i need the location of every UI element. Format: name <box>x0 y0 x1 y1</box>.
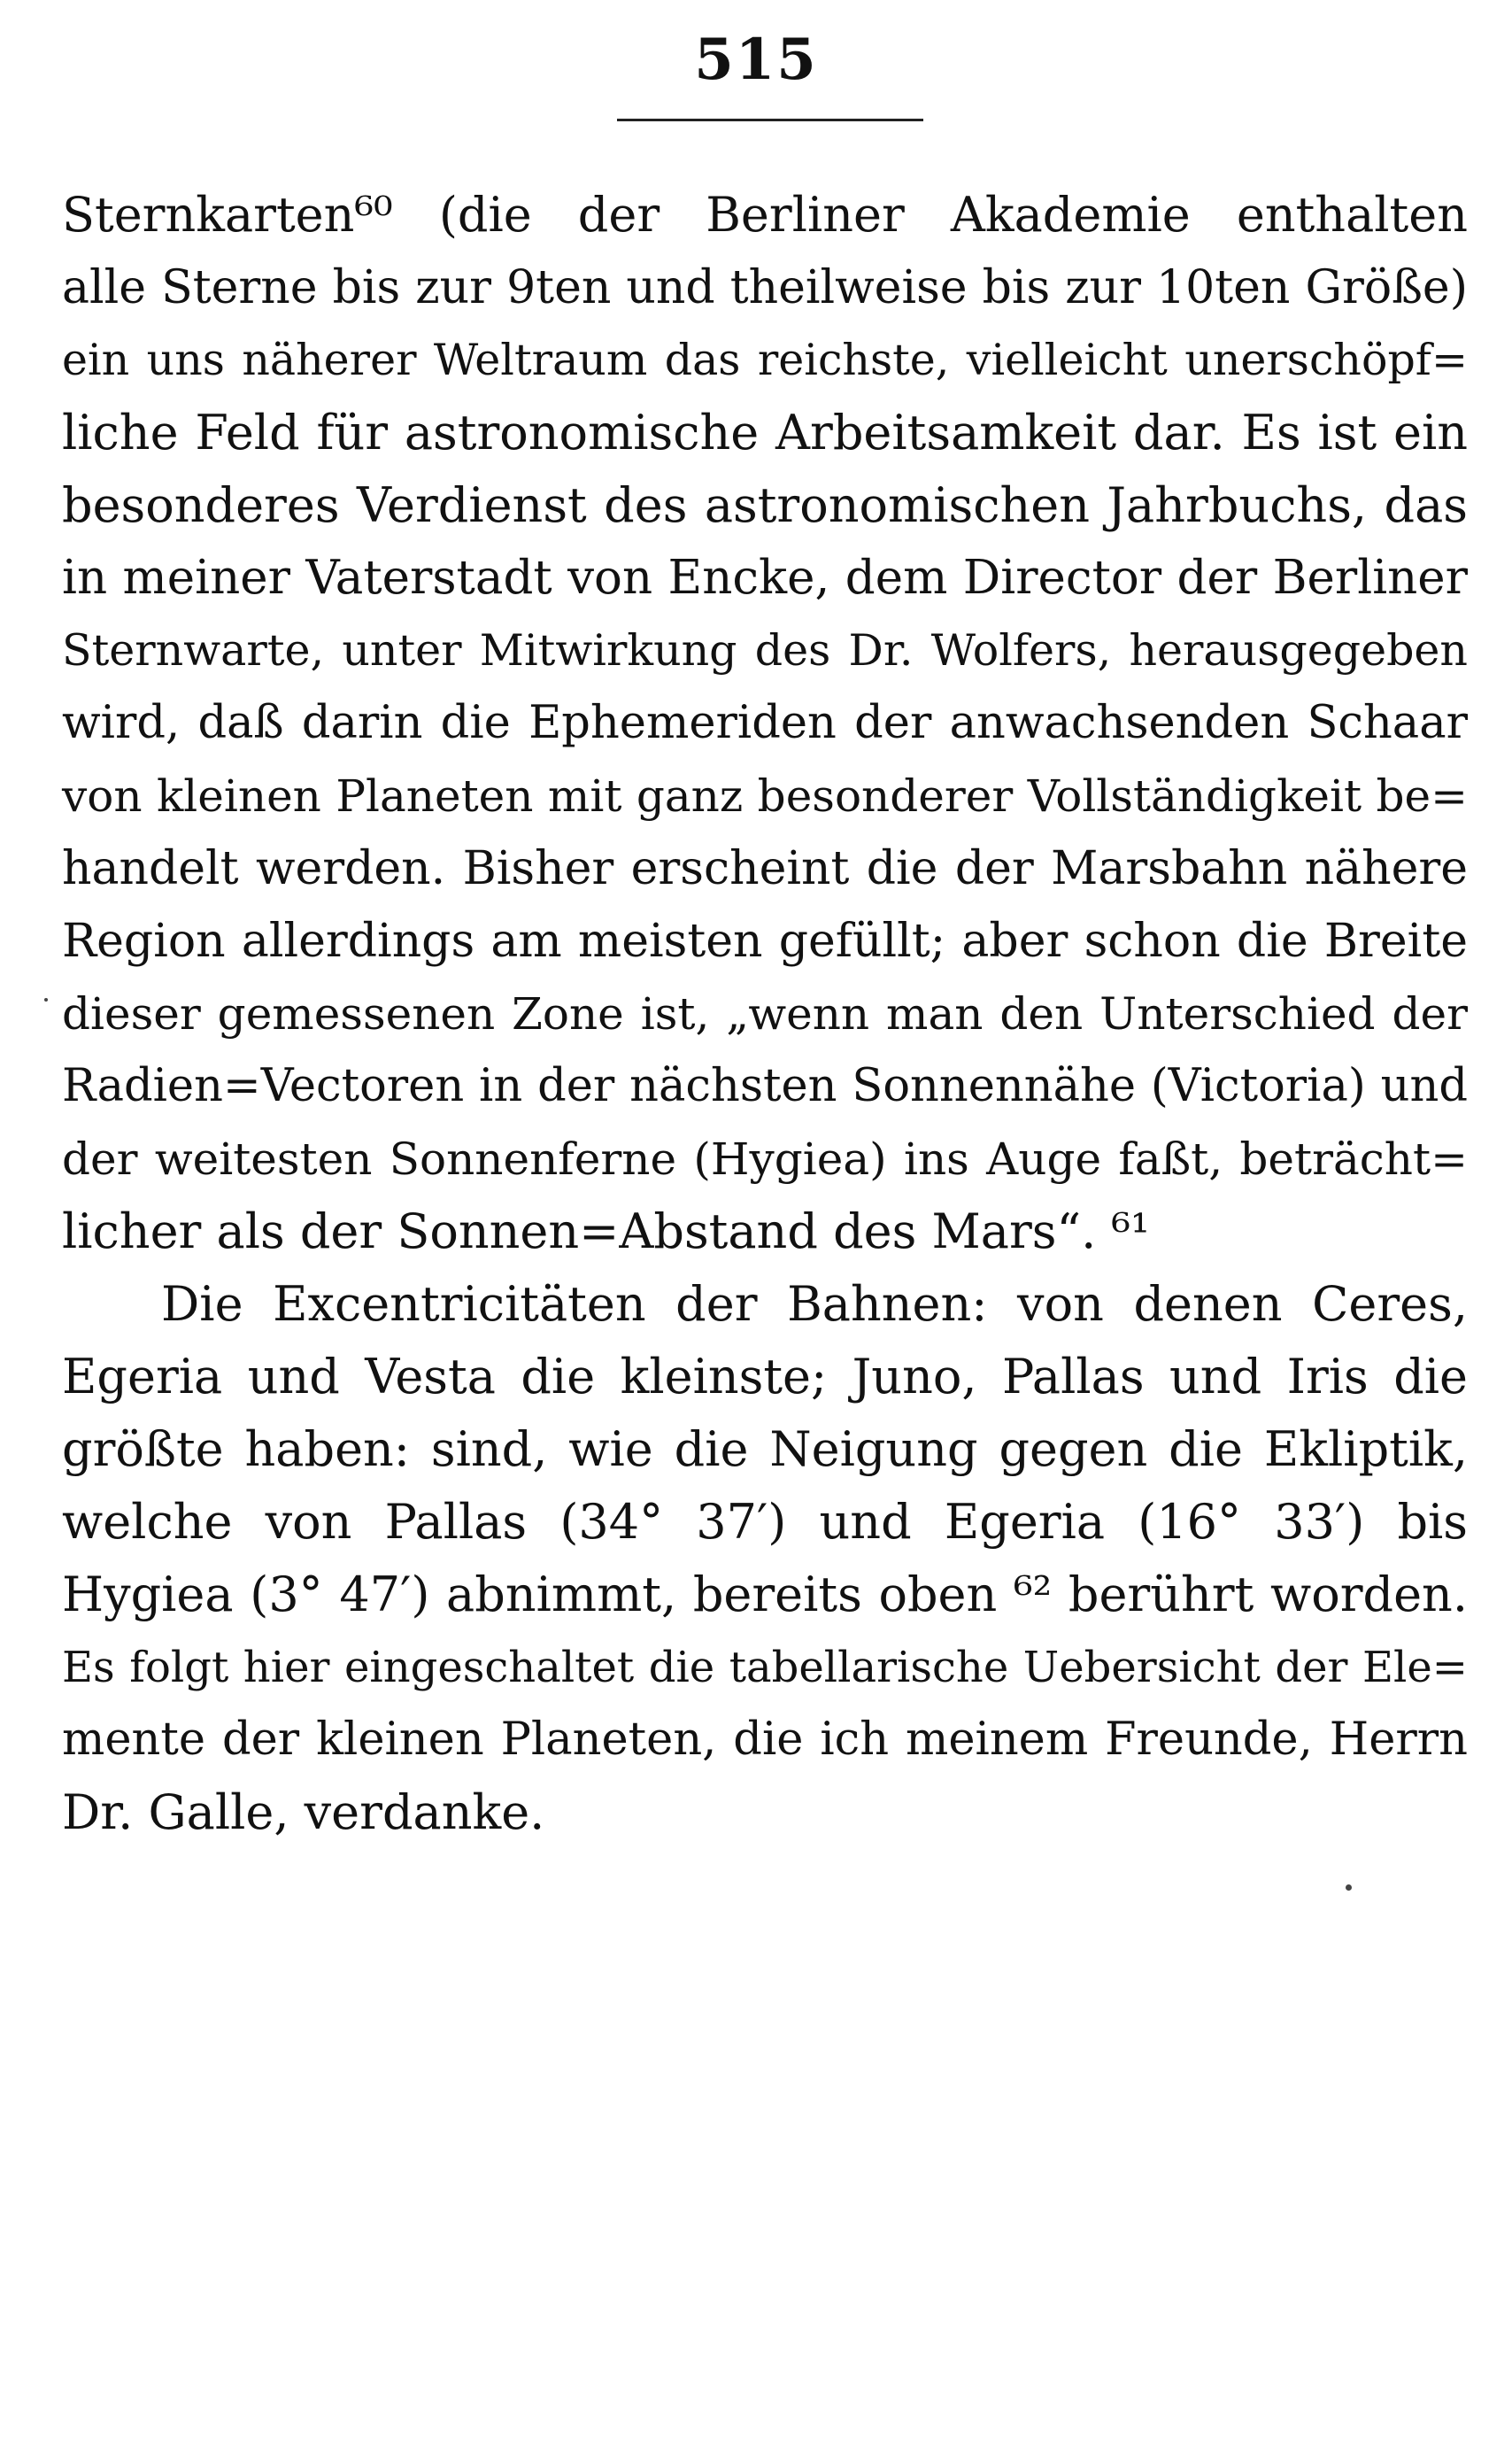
text-line: Egeria und Vesta die kleinste; Juno, Pallas und Iris die <box>62 1349 1468 1404</box>
text-line: mente der kleinen Planeten, die ich meinem Freunde, Herrn <box>62 1714 1468 1766</box>
text-line: Sternkarten⁶⁰ (die der Berliner Akademie enthalten <box>62 187 1468 243</box>
ink-speck <box>44 998 48 1002</box>
text-line: größte haben: sind, wie die Neigung gegen die Ekliptik, <box>62 1421 1468 1477</box>
text-line: besonderes Verdienst des astronomischen Jahrbuchs, das <box>62 477 1468 533</box>
header-rule <box>617 119 923 121</box>
text-line: Region allerdings am meisten gefüllt; aber schon die Breite <box>62 915 1468 968</box>
text-line: Sternwarte, unter Mitwirkung des Dr. Wolfers, herausgegeben <box>62 625 1468 676</box>
text-line: ein uns näherer Weltraum das reichste, vielleicht unerschöpf= <box>62 335 1468 385</box>
text-line: licher als der Sonnen=Abstand des Mars“. ⁶¹ <box>62 1203 1150 1259</box>
text-line: von kleinen Planeten mit ganz besonderer Vollständigkeit be= <box>62 770 1468 822</box>
page-number: 515 <box>694 27 818 93</box>
body-text <box>62 179 1468 1849</box>
text-line: handelt werden. Bisher erscheint die der Marsbahn nähere <box>62 842 1468 895</box>
text-line: liche Feld für astronomische Arbeitsamkeit dar. Es ist ein <box>62 405 1468 460</box>
text-line: welche von Pallas (34° 37′) und Egeria (16° 33′) bis <box>62 1494 1468 1550</box>
text-line: Dr. Galle, verdanke. <box>62 1784 545 1840</box>
text-line: wird, daß darin die Ephemeriden der anwachsenden Schaar <box>62 697 1468 749</box>
text-line: alle Sterne bis zur 9ten und theilweise bis zur 10ten Größe) <box>62 261 1468 314</box>
text-line: dieser gemessenen Zone ist, „wenn man den Unterschied der <box>62 988 1468 1040</box>
text-line: Hygiea (3° 47′) abnimmt, bereits oben ⁶² berührt worden. <box>62 1567 1468 1622</box>
text-line: der weitesten Sonnenferne (Hygiea) ins Auge faßt, beträcht= <box>62 1133 1468 1185</box>
ink-speck <box>1346 1884 1352 1891</box>
text-line: Radien=Vectoren in der nächsten Sonnennähe (Victoria) und <box>62 1060 1468 1112</box>
text-line: in meiner Vaterstadt von Encke, dem Director der Berliner <box>62 551 1468 605</box>
text-line: Es folgt hier eingeschaltet die tabellarische Uebersicht der Ele= <box>62 1643 1468 1692</box>
paragraph-start-line: Die Excentricitäten der Bahnen: von denen Ceres, <box>161 1276 1468 1332</box>
